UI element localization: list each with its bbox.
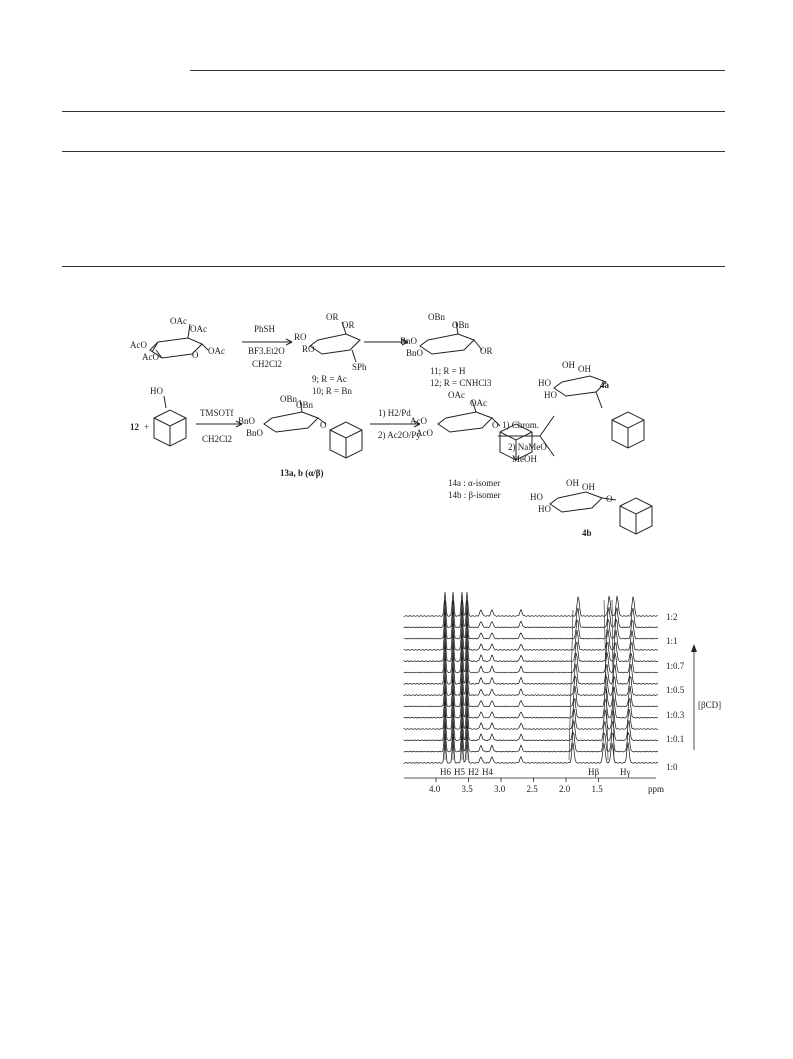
label-oh-2: OH	[578, 364, 591, 374]
label-o-2: O	[320, 420, 327, 430]
x-tick-label: 4.0	[429, 784, 441, 794]
compound-13: 13a, b (α/β)	[280, 468, 324, 478]
top-short-rule	[190, 70, 725, 71]
label-or-1: OR	[326, 312, 339, 322]
compound-9: 9; R = Ac	[312, 374, 347, 384]
reagent-namoe: 2) NaMeO	[508, 442, 547, 452]
compound-10: 10; R = Bn	[312, 386, 352, 396]
label-bno-1: BnO	[400, 336, 418, 346]
compound-4b: 4b	[582, 528, 592, 538]
peak-guides	[445, 600, 614, 760]
compound-14a: 14a : α-isomer	[448, 478, 501, 488]
label-o-4: O	[606, 494, 613, 504]
label-oh-3: OH	[566, 478, 579, 488]
compound-4a: 4a	[600, 380, 609, 390]
conc-label: [βCD]	[698, 700, 722, 710]
label-aco-2: AcO	[142, 352, 159, 362]
rule-4	[62, 266, 725, 267]
x-tick-label: 3.5	[461, 784, 473, 794]
ratio-label-1-0: 1:0	[666, 762, 678, 772]
spectra-traces	[404, 592, 658, 763]
label-or-2: OR	[342, 320, 355, 330]
reagent-phsh: PhSH	[254, 324, 276, 334]
ratio-label-1-0.5: 1:0.5	[666, 685, 685, 695]
rule-3	[62, 151, 725, 152]
reagent-bf3: BF3.Et2O	[248, 346, 285, 356]
label-obn-4: OBn	[296, 400, 314, 410]
compound-12: 12; R = CNHCl3	[430, 378, 492, 388]
label-bno-3: BnO	[238, 416, 256, 426]
peak-label-h2: H2	[468, 767, 479, 777]
ring-4	[264, 412, 318, 432]
peak-label-hbeta: Hβ	[588, 767, 600, 777]
compound-11: 11; R = H	[430, 366, 466, 376]
label-aco-3: AcO	[410, 416, 427, 426]
label-oac-3: OAc	[208, 346, 225, 356]
label-bno-2: BnO	[406, 348, 424, 358]
label-oac-1: OAc	[170, 316, 187, 326]
ring-5	[438, 412, 492, 432]
label-obn-2: OBn	[452, 320, 470, 330]
label-ro-1: RO	[294, 332, 307, 342]
reagent-meoh: MeOH	[512, 454, 537, 464]
label-aco-1: AcO	[130, 340, 147, 350]
spectrum-trace	[404, 624, 658, 651]
peak-label-h5: H5	[454, 767, 465, 777]
reagent-ch2cl2-1: CH2Cl2	[252, 359, 283, 369]
label-ho-4: HO	[530, 492, 543, 502]
ratio-label-1-0.3: 1:0.3	[666, 710, 685, 720]
spectrum-trace	[404, 703, 658, 730]
reagent-chrom: 1) Chrom.	[502, 420, 539, 430]
label-bno-4: BnO	[246, 428, 264, 438]
x-unit: ppm	[648, 784, 665, 794]
label-oac-2: OAc	[190, 324, 207, 334]
label-oh-4: OH	[582, 482, 595, 492]
adamantyl-methanol	[154, 396, 186, 446]
ratio-label-1-0.7: 1:0.7	[666, 661, 685, 671]
reagent-ch2cl2-2: CH2Cl2	[202, 434, 233, 444]
label-ro-2: RO	[302, 344, 315, 354]
reagent-tmsotf: TMSOTf	[200, 408, 234, 418]
synthesis-scheme	[130, 300, 700, 550]
label-obn-1: OBn	[428, 312, 446, 322]
label-oac-5: OAc	[470, 398, 487, 408]
label-obn-3: OBn	[280, 394, 298, 404]
peak-label-hgamma: Hγ	[620, 767, 631, 777]
x-tick-label: 2.5	[526, 784, 538, 794]
reagent-h2pd: 1) H2/Pd	[378, 408, 411, 418]
x-tick-label: 2.0	[559, 784, 571, 794]
ring-3	[420, 334, 474, 354]
nmr-stack-figure	[396, 590, 726, 800]
ring-4b	[550, 492, 602, 512]
x-tick-label: 1.5	[591, 784, 603, 794]
label-o-1: O	[192, 350, 199, 360]
reagent-ac2o: 2) Ac2O/Py	[378, 430, 421, 440]
x-tick-label: 3.0	[494, 784, 506, 794]
conc-arrowhead	[691, 644, 697, 652]
x-ticks	[429, 778, 603, 794]
label-o-3: O	[492, 420, 499, 430]
label-oh-1: OH	[562, 360, 575, 370]
label-ho-3: HO	[544, 390, 557, 400]
compound-12-ref: 12	[130, 422, 139, 432]
plus-sign: +	[144, 422, 150, 432]
peak-label-h6: H6	[440, 767, 451, 777]
compound-14b: 14b : β-isomer	[448, 490, 501, 500]
ratio-label-1-1: 1:1	[666, 636, 678, 646]
label-oac-4: OAc	[448, 390, 465, 400]
ring-4a	[554, 376, 606, 396]
label-ho-1: HO	[150, 386, 163, 396]
label-sph: SPh	[352, 362, 367, 372]
label-ho-2: HO	[538, 378, 551, 388]
spectrum-trace	[404, 691, 658, 718]
label-ho-5: HO	[538, 504, 551, 514]
rule-2	[62, 111, 725, 112]
ratio-label-1-0.1: 1:0.1	[666, 734, 685, 744]
label-aco-4: AcO	[416, 428, 433, 438]
spectrum-trace	[404, 592, 658, 616]
spectrum-trace	[404, 635, 658, 662]
label-or-3: OR	[480, 346, 493, 356]
peak-label-h4: H4	[482, 767, 493, 777]
ratio-label-1-2: 1:2	[666, 612, 678, 622]
